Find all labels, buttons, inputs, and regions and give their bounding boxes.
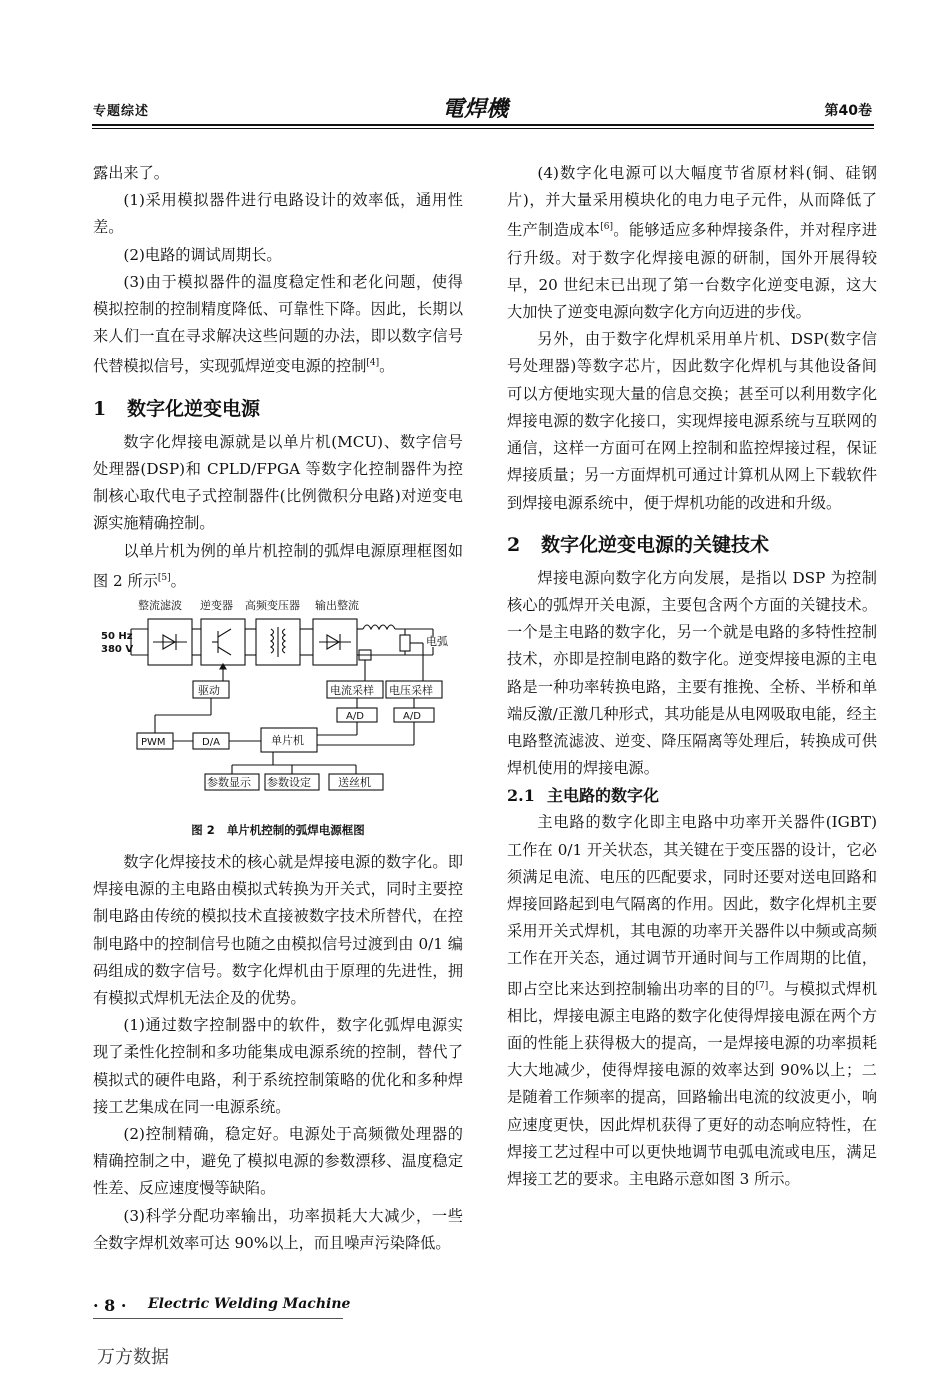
journal-name: Electric Welding Machine (148, 1296, 351, 1312)
paragraph: 焊接电源向数字化方向发展，是指以 DSP 为控制核心的弧焊开关电源，主要包含两个方面的关键技术。一个是主电路的数字化，另一个就是电路的多特性控制技术，亦即是控制电路的数字化。逆变焊接电源的主电路是一种功率转换电路，主要有推挽、全桥、半桥和单端反激/正激几种形式，其功能是从电网吸取电能，经主电路整流滤波、逆变、降压隔离等处理后，转换成可供焊机使用的焊接电源。 (507, 568, 877, 778)
label-rectifier-filter: 整流滤波 (138, 598, 182, 612)
header-volume: 第40卷 (824, 103, 872, 119)
section-heading (507, 531, 877, 559)
paragraph: (2)控制精确，稳定好。电源处于高频微处理器的精确控制之中，避免了模拟电源的参数漂移、温度稳定性差、反应速度慢等缺陷。 (93, 1125, 463, 1198)
label-driver: 驱动 (198, 683, 220, 697)
label-param-display: 参数显示 (207, 775, 251, 789)
subsection-title: 主电路的数字化 (547, 786, 660, 806)
header-rule-thin (92, 128, 874, 129)
citation: [7] (755, 980, 769, 991)
section-heading (93, 395, 463, 423)
label-output-rectifier: 输出整流 (315, 598, 359, 612)
label-voltage-sampling: 电压采样 (389, 683, 433, 697)
paragraph (93, 269, 463, 381)
paragraph (507, 809, 877, 1193)
resistor-icon (400, 635, 410, 651)
paragraph: (2)电路的调试周期长。 (123, 245, 282, 264)
paragraph-text: 。能够适应多种焊接条件，并对程序进行升级。对于数字化焊接电源的研制，国外开展得较早，20 世纪末已出现了第一台数字化逆变电源，这大大加快了逆变电源向数字化方向迈进的步伐。 (507, 221, 878, 322)
paragraph: (3)科学分配功率输出，功率损耗大大减少，一些全数字焊机效率可达 90%以上，而且噪声污染降低。 (93, 1206, 463, 1252)
label-arc: 电弧 (426, 634, 448, 648)
label-wire-feeder: 送丝机 (338, 775, 371, 789)
punct: 。 (170, 571, 186, 590)
transformer-primary-coil (271, 629, 274, 653)
paragraph: (1)通过数字控制器中的软件，数字化弧焊电源实现了柔性化控制和多功能集成电源系统的控制，替代了模拟式的硬件电路，利于系统控制策略的优化和多种焊接工艺集成在同一电源系统。 (93, 1016, 463, 1116)
watermark: 万方数据 (97, 1347, 169, 1368)
label-hf-transformer: 高频变压器 (245, 598, 300, 612)
section-title: 数字化逆变电源 (127, 397, 261, 420)
transformer-secondary-coil (283, 629, 286, 653)
caption-number: 图 2 (191, 822, 215, 837)
figure-caption (93, 819, 463, 841)
figure-2-block-diagram (93, 597, 463, 819)
left-column (93, 160, 463, 1257)
igbt-collector (218, 629, 231, 637)
section-title: 数字化逆变电源的关键技术 (541, 533, 770, 556)
citation: [5] (157, 572, 171, 583)
label-ad-voltage: A/D (403, 710, 421, 722)
section-number: 1 (93, 397, 107, 420)
label-mcu: 单片机 (271, 733, 304, 747)
page-number: · 8 · (93, 1296, 127, 1315)
paragraph: 另外，由于数字化焊机采用单片机、DSP(数字信号处理器)等数字芯片，因此数字化焊机与其他设备间可以方便地实现大量的信息交换；甚至可以利用数字化焊接电源的数字化接口，实现焊接电源系统与互联网的通信，这样一方面可在网上控制和监控焊接过程，保证焊接质量；另一方面焊机可通过计算机从网上下载软件到焊接电源系统中，便于焊机功能的改进和升级。 (507, 330, 877, 512)
input-frequency: 50 Hz (101, 630, 133, 642)
label-ad-current: A/D (346, 710, 364, 722)
label-inverter: 逆变器 (200, 598, 233, 612)
header-section: 专题综述 (93, 104, 150, 119)
inductor-icon (363, 625, 395, 629)
paragraph: 数字化焊接电源就是以单片机(MCU)、数字信号处理器(DSP)和 CPLD/FPGA 等数字化控制器件为控制核心取代电子式控制器件(比例微积分电路)对逆变电源实施精确控制。 (93, 432, 463, 533)
subsection-heading (507, 782, 877, 809)
punct: 。 (379, 357, 395, 376)
paragraph-text: 。与模拟式焊机相比，焊接电源主电路的数字化使得焊接电源在两个方面的性能上获得极大的提高，一是焊接电源的功率损耗大大地减少，使得焊接电源的效率达到 90%以上；二是随着工作频率的提高，回路输出电流的纹波更小，响应速度更快，因此焊机获得了更好的动态响应特性，在焊接工艺过程中可以更快地调节电弧电流或电压，满足焊接工艺的要求。主电路示意如图 3 所示。 (507, 979, 878, 1189)
section-number: 2 (507, 533, 521, 556)
caption-text: 单片机控制的弧焊电源框图 (226, 822, 365, 837)
paragraph-text: 主电路的数字化即主电路中功率开关器件(IGBT)工作在 0/1 开关状态，其关键在于变压器的设计，它必须满足电流、电压的匹配要求，同时还要对送电回路和焊接回路起到电气隔离的作用。因此，数字化焊机主要采用开关式焊机，其电源的功率开关器件以中频或高频工作在开关态，通过调节开通时间与工作周期的比值，即占空比来达到控制输出功率的目的 (507, 813, 877, 998)
paragraph: (1)采用模拟器件进行电路设计的效率低，通用性差。 (93, 191, 463, 237)
citation: [4] (366, 358, 380, 369)
subsection-number: 2.1 (507, 786, 535, 806)
igbt-emitter (218, 647, 231, 655)
paragraph: 露出来了。 (93, 164, 169, 182)
paragraph-text: 以单片机为例的单片机控制的弧焊电源原理框图如图 2 所示 (93, 541, 463, 590)
citation: [6] (600, 222, 613, 233)
input-voltage: 380 V (101, 643, 134, 655)
paragraph-text: (4)数字化电源可以大幅度节省原材料(铜、硅钢片)，并大量采用模块化的电力电子元件，从而降低了生产制造成本 (507, 164, 877, 240)
footer-rule (93, 1318, 343, 1319)
block-diagram-svg (93, 597, 463, 819)
paragraph: 数字化焊接技术的核心就是焊接电源的数字化。即焊接电源的主电路由模拟式转换为开关式，同时主要控制电路由传统的模拟技术直接被数字技术所替代，在控制电路中的控制信号也随之由模拟信号过渡到由 0/1 编码组成的数字信号。数字化焊机由于原理的先进性，拥有模拟式焊机无法企及的优势。 (93, 852, 463, 1007)
paragraph (507, 160, 877, 326)
journal-logo: 電焊機 (441, 96, 508, 122)
label-current-sampling: 电流采样 (330, 683, 374, 697)
inverter-box (201, 619, 245, 665)
right-column (507, 160, 877, 1193)
label-pwm: PWM (141, 736, 166, 748)
header-rule (92, 124, 874, 126)
label-da: D/A (202, 736, 220, 748)
paragraph (93, 538, 463, 595)
paragraph-text: (3)由于模拟器件的温度稳定性和老化问题，使得模拟控制的控制精度降低、可靠性下降。因此，长期以来人们一直在寻求解决这些问题的办法，即以数字信号代替模拟信号，实现弧焊逆变电源的控制 (93, 272, 463, 376)
label-param-setting: 参数设定 (267, 775, 311, 789)
